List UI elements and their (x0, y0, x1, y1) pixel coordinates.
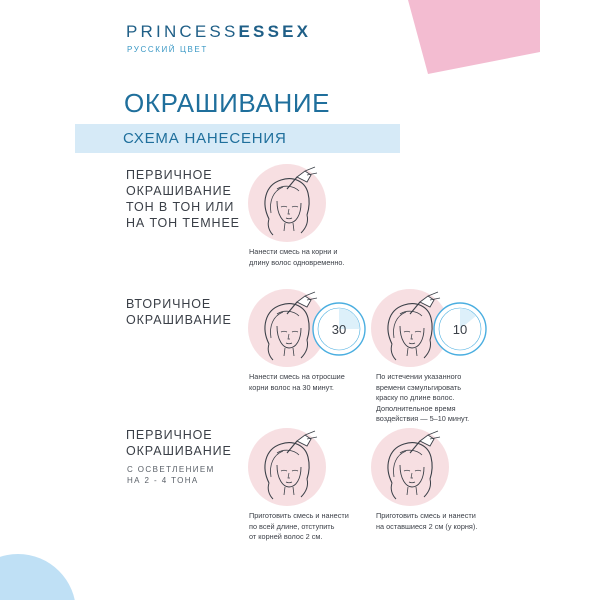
section-3-note (127, 464, 215, 486)
section-3-title (126, 427, 232, 459)
step-2-1-description (249, 372, 345, 393)
timer-icon (312, 302, 366, 356)
brand-name-part1: PRINCESS (126, 22, 239, 41)
brand-logo (126, 22, 311, 42)
brand-subtitle: РУССКИЙ ЦВЕТ (127, 45, 208, 54)
timer-30-badge (312, 302, 366, 356)
step-3-2-desc-line-2: на оставшиеся 2 см (у корня). (376, 521, 478, 531)
step-1-1-description (249, 247, 345, 268)
step-2-2-desc-line-5: воздействия — 5–10 минут. (376, 414, 470, 423)
section-1-title-line-2: ОКРАШИВАНИЕ (126, 184, 232, 198)
step-2-2-desc-line-2: времени сэмульгировать (376, 382, 461, 392)
step-2-2-description (376, 372, 469, 425)
section-1-title (126, 167, 240, 231)
section-1-title-line-3: ТОН В ТОН ИЛИ (126, 200, 235, 214)
section-3-note-line-1: С ОСВЕТЛЕНИЕМ (127, 465, 215, 474)
step-2-2-desc-line-1: По истечении указанного (376, 372, 462, 381)
brand-name-part2: ESSEX (238, 22, 312, 41)
section-1-title-line-1: ПЕРВИЧНОЕ (126, 168, 213, 182)
scheme-label: СХЕМА НАНЕСЕНИЯ (123, 130, 287, 147)
step-3-1-desc-line-1: Приготовить смесь и нанести (249, 511, 349, 520)
step-2-1-desc-line-1: Нанести смесь на отросшие (249, 372, 345, 381)
step-1-1-desc-line-1: Нанести смесь на корни и (249, 247, 338, 256)
timer-10-badge (433, 302, 487, 356)
step-3-1-description (249, 511, 349, 543)
step-3-2-desc-line-1: Приготовить смесь и нанести (376, 511, 476, 520)
step-2-1-desc-line-2: корни волос на 30 минут. (249, 382, 334, 392)
section-3-title-line-1: ПЕРВИЧНОЕ (126, 428, 213, 442)
section-3-title-line-2: ОКРАШИВАНИЕ (126, 444, 232, 458)
blue-corner-circle (0, 554, 76, 600)
section-2-title-line-2: ОКРАШИВАНИЕ (126, 313, 232, 327)
step-1-1-illustration (247, 163, 327, 243)
timer-10-value: 10 (452, 322, 468, 337)
section-2-title-line-1: ВТОРИЧНОЕ (126, 297, 212, 311)
section-1-title-line-4: НА ТОН ТЕМНЕЕ (126, 216, 240, 230)
step-3-2-description (376, 511, 477, 532)
page-title: ОКРАШИВАНИЕ (124, 88, 331, 118)
step-2-2-desc-line-3: краску по длине волос. (376, 393, 455, 402)
step-1-1-desc-line-2: длину волос одновременно. (249, 257, 345, 267)
pink-corner-shape (408, 0, 540, 74)
scheme-banner (75, 124, 400, 153)
step-3-1-desc-line-3: от корней волос 2 см. (249, 532, 323, 541)
timer-30-value: 30 (331, 322, 347, 337)
section-2-title (126, 296, 232, 328)
step-3-1-illustration (247, 427, 327, 507)
section-3-note-line-2: НА 2 - 4 ТОНА (127, 476, 199, 485)
timer-icon (433, 302, 487, 356)
step-2-2-desc-line-4: Дополнительное время (376, 403, 456, 413)
step-3-2-illustration (370, 427, 450, 507)
step-3-1-desc-line-2: по всей длине, отступить (249, 521, 335, 531)
